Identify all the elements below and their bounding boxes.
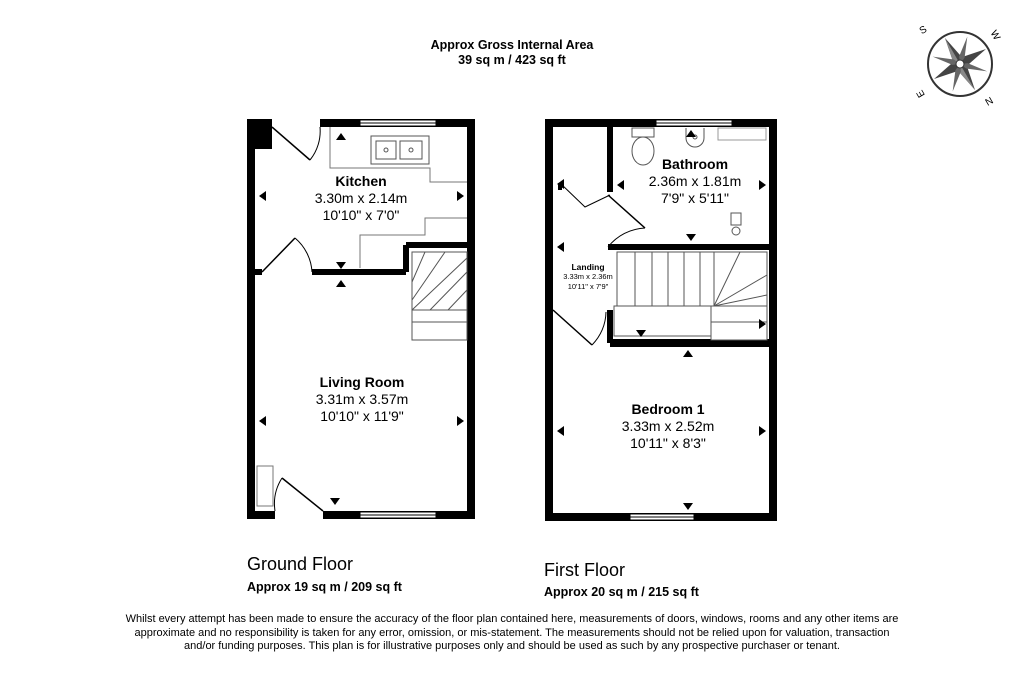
landing-label: [553, 262, 623, 292]
first-stairs: [617, 252, 767, 306]
front-door-gap: [275, 509, 323, 521]
compass-label-s: S: [917, 24, 929, 37]
kitchen-imperial: 10'10" x 7'0": [322, 207, 400, 223]
chimney-block: [247, 119, 272, 149]
kitchen-door-gap: [272, 117, 320, 129]
living-room-label: [292, 374, 432, 425]
basin-icon: [686, 128, 704, 147]
compass-label-w: W: [987, 28, 1002, 43]
compass-label-n: N: [982, 93, 995, 108]
bathroom-metric: 2.36m x 1.81m: [648, 173, 742, 189]
first-floor-area: Approx 20 sq m / 215 sq ft: [544, 585, 699, 599]
kitchen-name: Kitchen: [335, 173, 387, 189]
landing-imperial: 10'11" x 7'9": [567, 282, 609, 291]
bedroom-metric: 3.33m x 2.52m: [621, 418, 715, 434]
first-floor-title: First Floor: [544, 560, 625, 580]
bathroom-name: Bathroom: [661, 156, 729, 172]
living-room-name: Living Room: [319, 374, 405, 390]
bedroom-imperial: 10'11" x 8'3": [630, 435, 706, 451]
bathroom-label: [640, 156, 750, 207]
living-room-imperial: 10'10" x 11'9": [320, 408, 404, 424]
living-room-metric: 3.31m x 3.57m: [315, 391, 409, 407]
bedroom-name: Bedroom 1: [631, 401, 705, 417]
ground-floor-area: Approx 19 sq m / 209 sq ft: [247, 580, 402, 594]
kitchen-metric: 3.30m x 2.14m: [314, 190, 408, 206]
disclaimer-text: Whilst every attempt has been made to ensure the accuracy of the floor plan contained here, measurements of doors, windows, rooms and any other items are approximate and no responsibility is taken for any error, omission, or mis-statement. The measurements should not be relied upon for valuation, transaction and/or funding purposes. This plan is for illustrative purposes only and should be used as such by any prospective purchaser or tenant.: [125, 613, 899, 653]
area-title: Approx Gross Internal Area: [430, 38, 594, 52]
landing-metric: 3.33m x 2.36m: [563, 272, 613, 281]
landing-name: Landing: [571, 262, 605, 272]
area-total: 39 sq m / 423 sq ft: [458, 53, 566, 67]
bedroom-label: [603, 401, 733, 452]
ground-floor-title: Ground Floor: [247, 554, 354, 574]
compass-label-e: E: [914, 87, 928, 100]
kitchen-label: [301, 173, 421, 224]
bathroom-imperial: 7'9" x 5'11": [661, 190, 729, 206]
